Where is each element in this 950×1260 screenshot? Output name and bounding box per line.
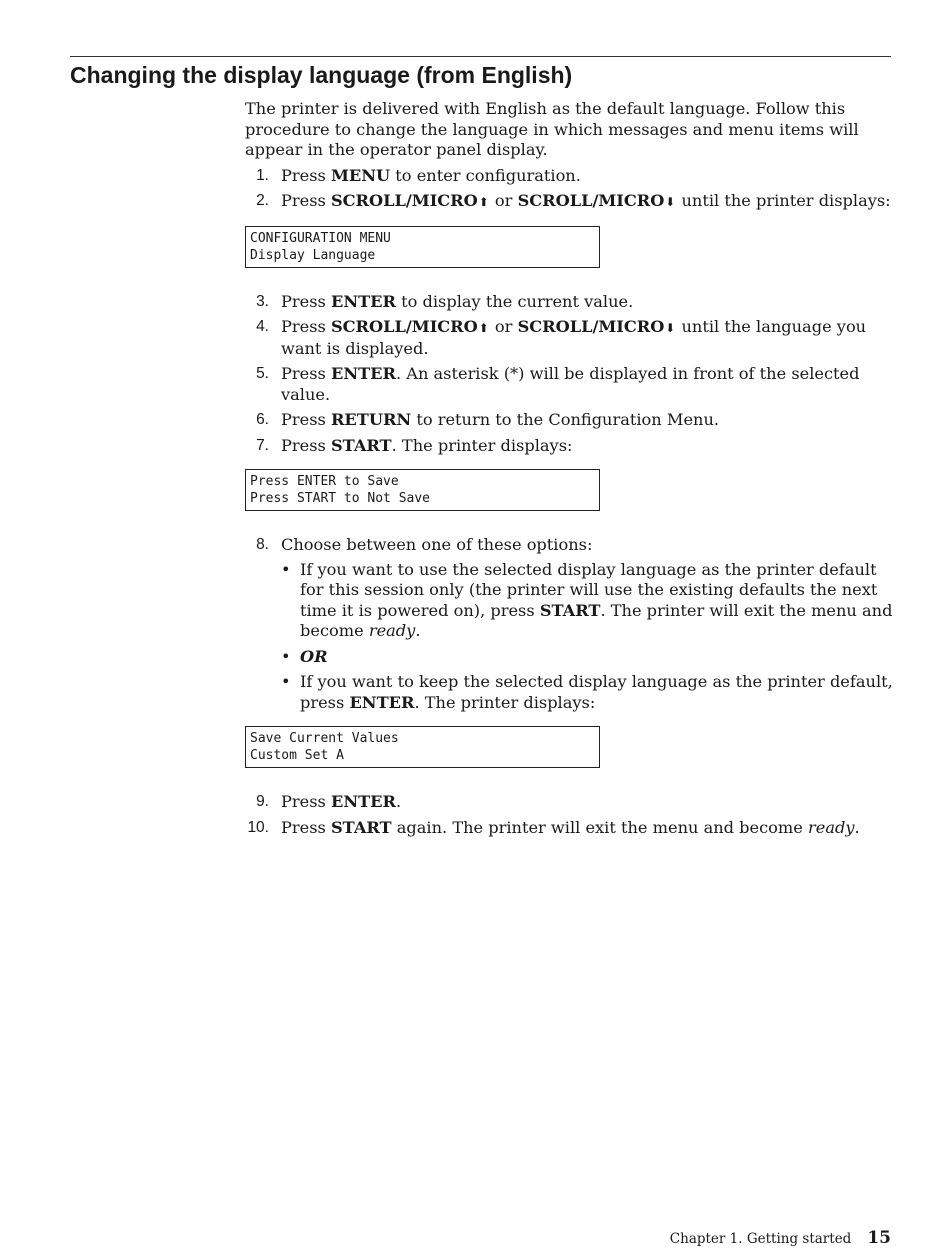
step-number: 3. <box>256 292 269 310</box>
step-text: . The printer displays: <box>391 435 573 455</box>
step-text: Press <box>281 817 331 837</box>
key-enter: ENTER <box>349 692 415 712</box>
step-number: 6. <box>256 411 269 428</box>
step-5 <box>245 364 893 405</box>
step-text: . An asterisk (*) will be displayed in front of the selected value. <box>281 364 860 404</box>
step-text: to display the current value. <box>395 291 634 311</box>
step-text: again. The printer will exit the menu and become <box>391 817 808 837</box>
step-text: Press <box>281 317 331 336</box>
step-text: . <box>854 817 860 837</box>
key-start: START <box>539 600 601 620</box>
step-text: Press <box>281 435 331 455</box>
option-list <box>281 560 893 714</box>
operator-panel-display <box>245 469 600 511</box>
step-number: 2. <box>256 192 269 209</box>
step-number: 8. <box>256 536 269 553</box>
arrow-up-icon: ⬆ <box>478 195 489 209</box>
step-text: Choose between one of these options: <box>281 535 593 554</box>
step-number: 4. <box>256 318 269 335</box>
document-body <box>245 99 893 843</box>
operator-panel-display <box>245 726 600 768</box>
operator-panel-display <box>245 226 600 268</box>
step-3 <box>245 292 893 313</box>
display-line-1: Press ENTER to Save <box>250 474 399 489</box>
key-start: START <box>330 817 392 837</box>
step-text: or <box>489 317 518 336</box>
key-scroll-micro-up: SCROLL/MICRO <box>330 317 478 336</box>
step-text: or <box>489 191 518 210</box>
step-text: to return to the Configuration Menu. <box>411 410 720 429</box>
key-enter: ENTER <box>330 364 396 383</box>
display-line-1: Save Current Values <box>250 731 399 746</box>
key-scroll-micro-down: SCROLL/MICRO <box>517 317 665 336</box>
step-text: Press <box>281 291 331 311</box>
step-1 <box>245 166 893 187</box>
chapter-label: Chapter 1. Getting started <box>669 1231 852 1247</box>
option-text: . <box>415 621 421 640</box>
arrow-up-icon: ⬆ <box>478 321 489 335</box>
ready-term: ready <box>808 817 855 837</box>
option-item <box>281 647 893 668</box>
page-title: Changing the display language (from English) <box>70 62 573 88</box>
key-scroll-micro-down: SCROLL/MICRO <box>517 191 665 210</box>
option-text: If you want to keep the selected display language as the printer default, press <box>300 672 893 712</box>
intro-paragraph: The printer is delivered with English as the default language. Follow this procedure to change the language in which messages and menu items will appear in the operator panel display. <box>245 99 859 159</box>
step-4 <box>245 317 893 359</box>
or-label: OR <box>300 646 328 666</box>
step-9 <box>245 792 893 813</box>
step-text: Press <box>281 410 331 429</box>
page-number: 15 <box>867 1228 891 1248</box>
display-line-2: Custom Set A <box>250 748 344 763</box>
step-text: until the printer displays: <box>676 191 891 210</box>
step-number: 5. <box>256 365 269 382</box>
key-enter: ENTER <box>330 792 396 811</box>
key-enter: ENTER <box>330 291 396 311</box>
display-line-2: Display Language <box>250 247 376 263</box>
step-text: Press <box>281 792 331 811</box>
header-rule <box>70 56 891 57</box>
step-10 <box>245 818 893 839</box>
step-text: Press <box>281 191 331 210</box>
key-menu: MENU <box>330 165 391 185</box>
step-number: 10. <box>247 818 269 836</box>
step-number: 9. <box>256 793 269 810</box>
step-text: to enter configuration. <box>390 165 581 185</box>
step-text: until the language you want is displayed. <box>281 317 867 358</box>
option-text: . The printer displays: <box>414 692 596 712</box>
arrow-down-icon: ⬇ <box>665 321 676 335</box>
step-text: Press <box>281 165 331 185</box>
step-text: . <box>395 792 402 811</box>
step-8 <box>245 535 893 713</box>
display-line-2: Press START to Not Save <box>250 491 431 506</box>
option-item <box>281 560 893 642</box>
step-6 <box>245 410 893 431</box>
step-text: Press <box>281 364 331 383</box>
step-number: 1. <box>256 166 269 184</box>
page-footer <box>670 1228 891 1248</box>
option-item <box>281 672 893 713</box>
arrow-down-icon: ⬇ <box>665 195 676 209</box>
ready-term: ready <box>368 621 416 640</box>
step-7 <box>245 436 893 457</box>
option-text: . The printer will exit the menu and become <box>300 600 893 640</box>
key-return: RETURN <box>330 410 412 429</box>
step-number: 7. <box>256 436 269 454</box>
key-start: START <box>330 435 392 455</box>
display-line-1: CONFIGURATION MENU <box>250 230 391 246</box>
key-scroll-micro-up: SCROLL/MICRO <box>330 191 478 210</box>
step-2 <box>245 191 893 213</box>
option-text: If you want to use the selected display language as the printer default for this session only (the printer will use the existing defaults the next time it is powered on), press <box>300 559 878 620</box>
